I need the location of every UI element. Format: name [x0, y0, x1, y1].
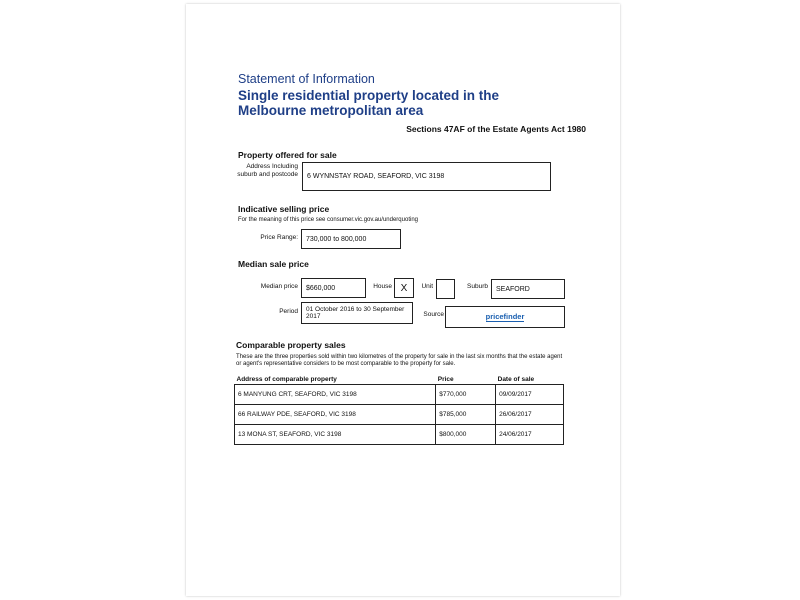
source-label: Source: [423, 311, 444, 318]
price-range-label: Price Range:: [260, 234, 298, 241]
row-date: 24/06/2017: [496, 425, 564, 445]
comparable-sales-table: [234, 376, 564, 445]
suburb-field: [491, 279, 565, 299]
row-date: 26/06/2017: [496, 405, 564, 425]
suburb-label: Suburb: [467, 283, 488, 290]
unit-label: Unit: [421, 283, 433, 290]
indicative-price-heading: Indicative selling price: [238, 204, 330, 214]
median-price-label: Median price: [260, 283, 298, 290]
statement-heading: Statement of Information: [238, 72, 375, 86]
median-price-heading: Median sale price: [238, 259, 309, 269]
table-row: [235, 405, 564, 425]
row-address: 66 RAILWAY PDE, SEAFORD, VIC 3198: [235, 405, 436, 425]
comparable-description: These are the three properties sold within two kilometres of the property for sale in the last six months that the estate agent or agent's representative considers to be most comparable to the property for sale.: [236, 354, 563, 367]
address-value: 6 WYNNSTAY ROAD, SEAFORD, VIC 3198: [307, 173, 445, 180]
period-field: [301, 302, 413, 324]
indicative-price-note: For the meaning of this price see consumer.vic.gov.au/underquoting: [238, 217, 418, 223]
column-header-address: Address of comparable property: [235, 376, 436, 385]
unit-checkbox: [436, 279, 455, 299]
period-value: 01 October 2016 to 30 September 2017: [306, 305, 405, 320]
act-reference: Sections 47AF of the Estate Agents Act 1980: [406, 124, 586, 134]
period-label: Period: [279, 308, 298, 315]
address-field: [302, 162, 551, 191]
row-address: 6 MANYUNG CRT, SEAFORD, VIC 3198: [235, 385, 436, 405]
row-price: $800,000: [436, 425, 496, 445]
price-range-field: [301, 229, 401, 249]
column-header-price: Price: [436, 376, 496, 385]
source-field: [445, 306, 565, 328]
house-checkbox: [394, 278, 414, 298]
house-mark: X: [400, 282, 408, 294]
table-row: [235, 425, 564, 445]
property-offered-heading: Property offered for sale: [238, 150, 337, 160]
document-title: Single residential property located in the Melbourne metropolitan area: [238, 88, 500, 118]
document-page: [186, 4, 620, 596]
price-range-value: 730,000 to 800,000: [306, 235, 367, 243]
table-row: [235, 385, 564, 405]
row-price: $770,000: [436, 385, 496, 405]
median-price-field: [301, 278, 366, 298]
table-header-row: [235, 376, 564, 385]
row-date: 09/09/2017: [496, 385, 564, 405]
row-price: $785,000: [436, 405, 496, 425]
pricefinder-logo: pricefinder: [485, 312, 525, 321]
suburb-value: SEAFORD: [496, 285, 530, 293]
row-address: 13 MONA ST, SEAFORD, VIC 3198: [235, 425, 436, 445]
house-label: House: [373, 283, 392, 290]
median-price-value: $660,000: [306, 284, 336, 292]
address-label: Address Including suburb and postcode: [237, 163, 298, 178]
comparable-heading: Comparable property sales: [236, 340, 346, 350]
column-header-date: Date of sale: [496, 376, 564, 385]
